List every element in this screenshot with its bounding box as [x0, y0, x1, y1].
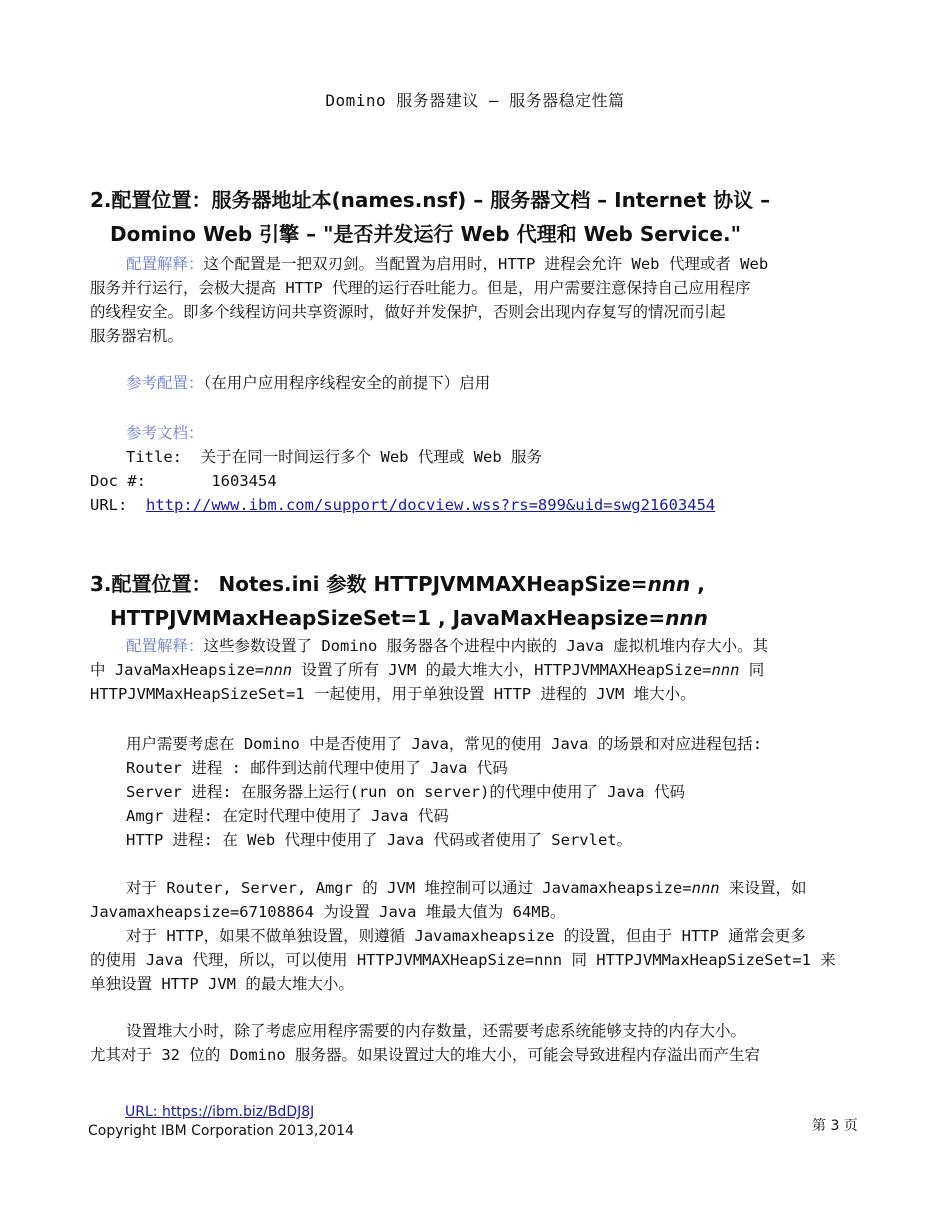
section-2-heading-line1: 2.配置位置：服务器地址本(names.nsf) – 服务器文档 – Internet 协议 – [90, 188, 771, 212]
list-item: Router 进程 : 邮件到达前代理中使用了 Java 代码 [126, 759, 508, 777]
heading-punct: , [690, 572, 705, 596]
explain-text: 服务并行运行，会极大提高 HTTP 代理的运行吞吐能力。但是，用户需要注意保持自己应用程序 [90, 279, 751, 297]
ref-config-label: 参考配置： [126, 374, 204, 392]
explain-label: 配置解释： [126, 637, 204, 655]
ref-config-text: （在用户应用程序线程安全的前提下）启用 [203, 374, 491, 392]
explain-text: 中 JavaMaxHeapsize= [90, 661, 265, 679]
paragraph-text: 尤其对于 32 位的 Domino 服务器。如果设置过大的堆大小，可能会导致进程内存溢出而产生宕 [90, 1046, 760, 1064]
doc-title-value: 关于在同一时间运行多个 Web 代理或 Web 服务 [200, 448, 542, 466]
nnn-placeholder: nnn [647, 572, 691, 596]
paragraph-text: 单独设置 HTTP JVM 的最大堆大小。 [90, 975, 354, 993]
explain-text: 同 [739, 661, 765, 679]
heap-paragraph [90, 876, 862, 996]
doc-number-value: 1603454 [211, 472, 277, 490]
section-3-heading [90, 567, 708, 635]
page-number: 第 3 页 [812, 1118, 858, 1134]
list-item: HTTP 进程: 在 Web 代理中使用了 Java 代码或者使用了 Servlet。 [126, 831, 633, 849]
paragraph-text: 的使用 Java 代理，所以，可以使用 HTTPJVMMAXHeapSize=nnn 同 HTTPJVMMaxHeapSizeSet=1 来 [90, 951, 836, 969]
explain-label: 配置解释： [126, 255, 204, 273]
explain-text: 的线程安全。即多个线程访问共享资源时，做好并发保护，否则会出现内存复写的情况而引起 [90, 303, 726, 321]
section-2-heading-line2: Domino Web 引擎 – "是否并发运行 Web 代理和 Web Service." [110, 222, 741, 246]
doc-number-key: Doc #: [90, 472, 146, 490]
paragraph-text: 设置堆大小时，除了考虑应用程序需要的内存数量，还需要考虑系统能够支持的内存大小。 [126, 1022, 747, 1040]
section-2-ref-doc [90, 421, 862, 517]
page-header: Domino 服务器建议 – 服务器稳定性篇 [325, 91, 625, 110]
paragraph-text: 对于 Router, Server, Amgr 的 JVM 堆控制可以通过 Javamaxheapsize= [126, 879, 692, 897]
paragraph-text: Javamaxheapsize=67108864 为设置 Java 堆最大值为 64MB。 [90, 903, 566, 921]
section-3-heading-line2: HTTPJVMMaxHeapSizeSet=1 , JavaMaxHeapsize= [110, 606, 666, 630]
footer-copyright: Copyright IBM Corporation 2013,2014 [88, 1123, 354, 1139]
list-item: Amgr 进程: 在定时代理中使用了 Java 代码 [126, 807, 449, 825]
explain-text: HTTPJVMMaxHeapSizeSet=1 一起使用，用于单独设置 HTTP 进程的 JVM 堆大小。 [90, 685, 696, 703]
explain-text: 这个配置是一把双刃剑。当配置为启用时，HTTP 进程会允许 Web 代理或者 Web [203, 255, 769, 273]
section-2-ref-config [90, 371, 862, 395]
paragraph-text: 来设置，如 [719, 879, 807, 897]
section-2-explanation [90, 252, 862, 348]
section-3-heading-line1: 3.配置位置： Notes.ini 参数 HTTPJVMMAXHeapSize= [90, 572, 648, 596]
section-2-heading [90, 183, 770, 251]
ref-doc-label: 参考文档： [126, 424, 204, 442]
heap-size-paragraph [90, 1019, 862, 1067]
doc-title-key: Title: [126, 448, 182, 466]
list-intro: 用户需要考虑在 Domino 中是否使用了 Java，常见的使用 Java 的场景和对应进程包括: [126, 735, 763, 753]
footer-url-link[interactable]: URL: https://ibm.biz/BdDJ8J [125, 1104, 315, 1120]
paragraph-text: 对于 HTTP，如果不做单独设置，则遵循 Javamaxheapsize 的设置，但由于 HTTP 通常会更多 [126, 927, 806, 945]
nnn-placeholder: nnn [264, 661, 293, 679]
java-usage-list [90, 732, 862, 852]
explain-text: 这些参数设置了 Domino 服务器各个进程中内嵌的 Java 虚拟机堆内存大小。其 [203, 637, 769, 655]
explain-text: 服务器宕机。 [90, 327, 184, 345]
list-item: Server 进程: 在服务器上运行(run on server)的代理中使用了 Java 代码 [126, 783, 685, 801]
nnn-placeholder: nnn [691, 879, 720, 897]
doc-url-key: URL: [90, 496, 128, 514]
nnn-placeholder: nnn [711, 661, 740, 679]
doc-url-link[interactable]: http://www.ibm.com/support/docview.wss?rs=899&uid=swg21603454 [146, 496, 716, 514]
explain-text: 设置了所有 JVM 的最大堆大小，HTTPJVMMAXHeapSize= [292, 661, 712, 679]
section-3-explanation [90, 634, 862, 706]
nnn-placeholder: nnn [665, 606, 708, 630]
